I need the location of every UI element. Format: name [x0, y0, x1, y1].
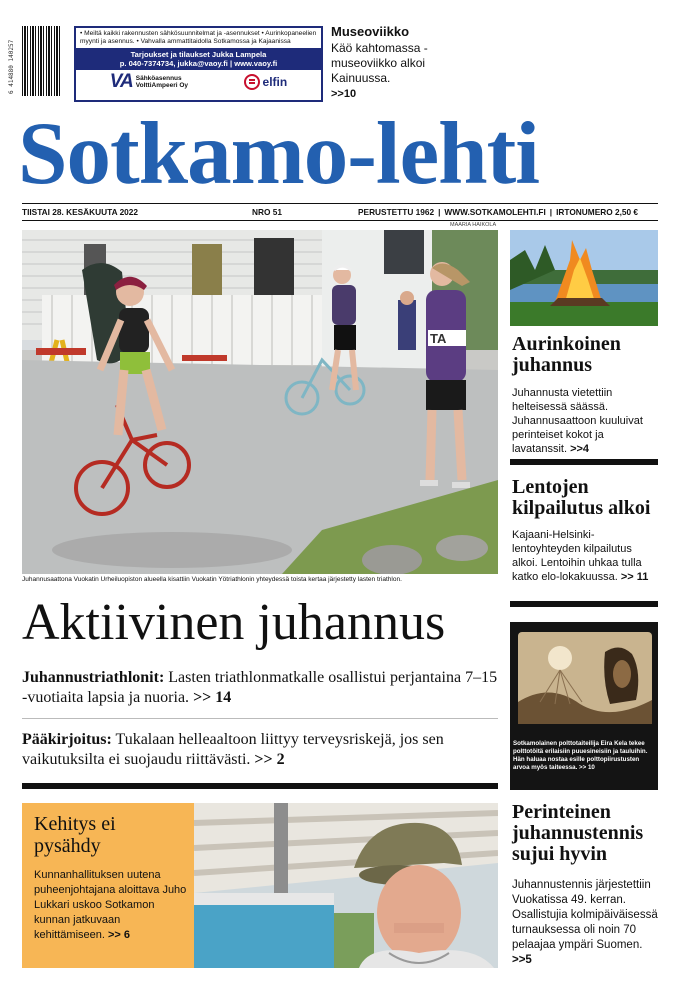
section-rule: [22, 783, 498, 789]
masthead: Sotkamo-lehti: [18, 105, 539, 203]
bottom-story-body[interactable]: [34, 868, 189, 943]
lead-editorial-page-ref: >> 2: [250, 751, 285, 768]
right-column-rule: [510, 459, 658, 465]
sunny-midsummer-page-ref: >>4: [567, 443, 590, 455]
main-photo[interactable]: [22, 230, 498, 574]
issue-date: TIISTAI 28. KESÄKUUTA 2022: [22, 207, 139, 217]
flight-tender-text: Kajaani-Helsinki-lentoyhteyden kilpailutus alkoi. Lentoihin uhkaa tulla katko elo-lokakuussa.: [512, 529, 642, 583]
flight-tender-page-ref: >> 11: [617, 571, 649, 583]
pyrography-page-ref: >> 10: [577, 764, 595, 771]
sunny-midsummer-body[interactable]: [512, 386, 658, 456]
main-photo-illustration: [22, 230, 498, 574]
dateline-separator: |: [438, 207, 441, 217]
jersey-text: TA: [430, 331, 447, 346]
lead-triathlon[interactable]: [22, 668, 498, 708]
tennis-page-ref: >>5: [512, 954, 532, 966]
elfin-icon: [244, 74, 260, 90]
va-logo-text-line2: VolttiAmpeeri Oy: [135, 82, 189, 89]
main-headline[interactable]: Aktiivinen juhannus: [22, 594, 446, 651]
teaser-page-ref: >>10: [331, 88, 357, 100]
barcode: [22, 26, 62, 96]
dateline: [22, 203, 658, 221]
bottom-photo-illustration: [194, 803, 498, 968]
bonfire-photo[interactable]: [510, 230, 658, 326]
ad-contact-band: [76, 48, 321, 70]
right-column-rule: [510, 601, 658, 607]
tennis-body[interactable]: [512, 878, 658, 968]
teaser-body[interactable]: [331, 41, 451, 102]
ad-services-text: • Meiltä kaikki rakennusten sähkösuunnitelmat ja -asennukset • Aurinkopaneelien myynti ja asennus. • Vahvalla ammattitaidolla Sotkamossa ja Kajaanissa: [80, 30, 317, 45]
va-logo-mark: VA: [109, 71, 133, 92]
tennis-text: Juhannustennis järjestettiin Vuokatissa 49. kerran. Osallistujia kolmipäiväisessä turnauksessa oli noin 70 pelaajaa ympäri Suomen.: [512, 879, 658, 951]
dateline-separator: |: [549, 207, 553, 217]
lead-triathlon-text: Lasten triathlonmatkalle osallistui perjantaina 7–15 -vuotiaita lapsia ja nuoria.: [22, 669, 498, 706]
va-logo: [110, 71, 188, 93]
divider: [22, 718, 498, 719]
lead-editorial[interactable]: [22, 730, 498, 770]
tennis-title[interactable]: Perinteinen juhannustennis sujui hyvin: [512, 801, 644, 865]
lead-editorial-text: Tukalaan helleaaltoon liittyy terveysriskejä, jos sen vaikutuksilta ei suojaudu riittävästi.: [22, 731, 444, 768]
elfin-logo-text: elfin: [262, 75, 288, 89]
bottom-story-text: Kunnanhallituksen uutena puheenjohtajana aloittava Juho Lukkari uskoo Sotkamon kunnan jatkuvaan kehittämiseen.: [34, 869, 187, 941]
pyrography-caption-text: Sotkamolainen polttotaiteilija Eira Kela tekee polttotöitä erilaisiin puuesineisiin ja tauluihin. Hän haluaa nostaa esille polttopiirustusten arvoa myös taiteessa.: [513, 740, 648, 771]
top-advertisement[interactable]: [74, 26, 323, 102]
bonfire-illustration: [510, 230, 658, 326]
single-copy-price: IRTONUMERO 2,50 €: [556, 207, 639, 217]
elfin-logo: [244, 74, 288, 90]
va-logo-text-line1: Sähköasennus: [135, 75, 182, 82]
photo-credit: MAARIA HAIKOLA: [450, 222, 497, 228]
lead-editorial-label: Pääkirjoitus:: [22, 731, 112, 748]
sunny-midsummer-text: Juhannusta vietettiin helteisessä säässä. Juhannusaattoon kuuluivat perinteiset kokot ja lavatanssit.: [512, 387, 643, 455]
sunny-midsummer-title[interactable]: Aurinkoinen juhannus: [512, 333, 621, 376]
flight-tender-body[interactable]: [512, 528, 658, 584]
bottom-story-title[interactable]: Kehitys ei pysähdy: [34, 813, 116, 857]
bottom-story-photo[interactable]: [194, 803, 498, 968]
ad-contact-line1: Tarjoukset ja tilaukset Jukka Lampela: [130, 50, 267, 59]
lead-triathlon-page-ref: >> 14: [189, 689, 232, 706]
teaser-text: Käö kahtomassa -museoviikko alkoi Kainuussa.: [331, 41, 428, 85]
ad-contact-line2: p. 040-7374734, jukka@vaoy.fi | www.vaoy.fi: [119, 59, 278, 68]
issue-number: NRO 51: [252, 207, 282, 217]
website[interactable]: WWW.SOTKAMOLEHTI.FI: [444, 207, 546, 217]
founded-year: PERUSTETTU 1962: [358, 207, 435, 217]
flight-tender-title[interactable]: Lentojen kilpailutus alkoi: [512, 476, 651, 519]
va-logo-text: [136, 75, 188, 89]
ad-logos: [76, 70, 321, 94]
bottom-story-page-ref: >> 6: [104, 929, 131, 941]
lead-triathlon-label: Juhannustriathlonit:: [22, 669, 165, 686]
pyrography-caption: [513, 740, 655, 772]
main-photo-caption: Juhannusaattona Vuokatin Urheiluopiston alueella kisattiin Vuokatin Yötriathlonin yhteydessä toista kertaa järjestetty lasten triathlon.: [22, 576, 402, 583]
barcode-number: 6 414880 140257: [8, 39, 15, 94]
teaser-title[interactable]: Museoviikko: [331, 24, 410, 39]
